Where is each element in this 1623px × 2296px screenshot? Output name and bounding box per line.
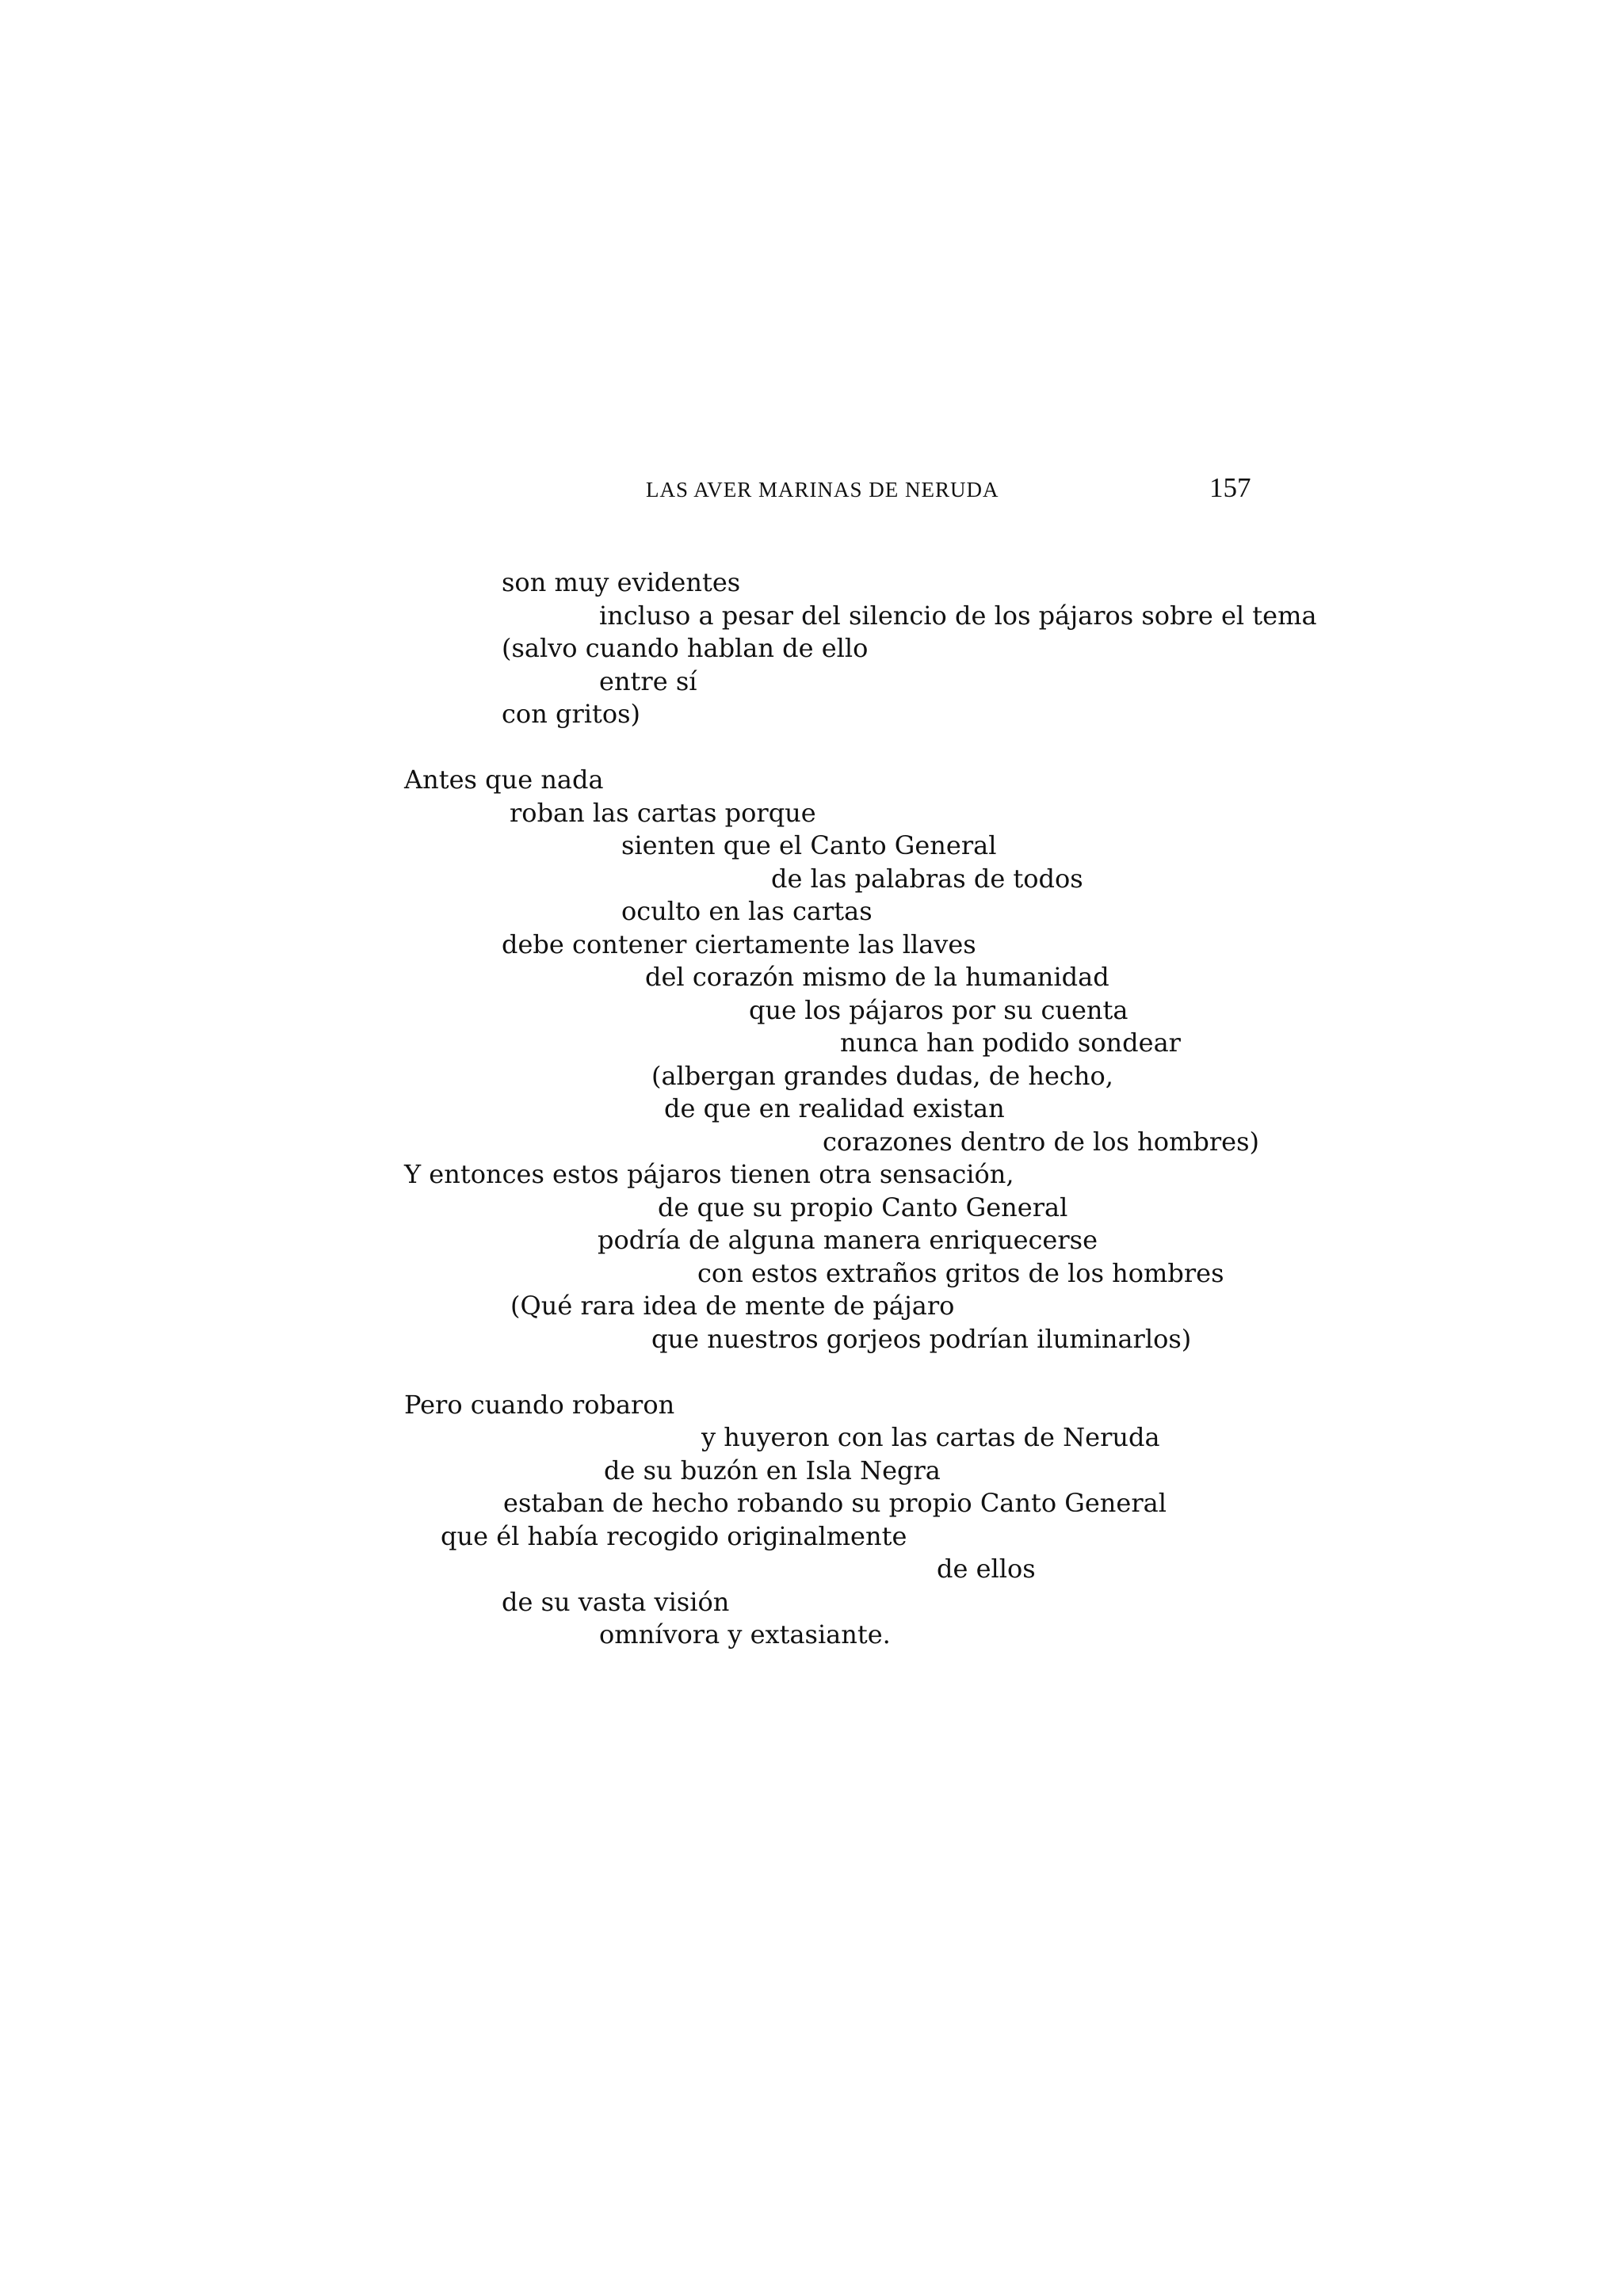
poem-line: y huyeron con las cartas de Neruda [701, 1422, 1160, 1452]
poem-line: de las palabras de todos [771, 864, 1083, 894]
poem-line: de ellos [937, 1554, 1036, 1584]
poem-line: con gritos) [502, 699, 641, 729]
poem-line: que los pájaros por su cuenta [749, 995, 1128, 1025]
poem-line: Y entonces estos pájaros tienen otra sensación, [404, 1159, 1014, 1189]
poem-line: que él había recogido originalmente [441, 1521, 907, 1551]
poem-line: entre sí [599, 666, 697, 696]
running-title: LAS AVER MARINAS DE NERUDA [646, 478, 999, 502]
poem-line: debe contener ciertamente las llaves [502, 929, 976, 959]
poem-line: (Qué rara idea de mente de pájaro [510, 1291, 955, 1321]
poem-line: Antes que nada [404, 765, 604, 795]
poem-line: (albergan grandes dudas, de hecho, [651, 1061, 1113, 1091]
page-number: 157 [1209, 472, 1251, 503]
poem-line: roban las cartas porque [510, 798, 816, 828]
poem-line: Pero cuando robaron [404, 1390, 675, 1420]
poem-line: corazones dentro de los hombres) [823, 1127, 1259, 1157]
poem-line: omnívora y extasiante. [599, 1619, 891, 1650]
poem-line: sienten que el Canto General [621, 830, 997, 860]
poem-line: de que en realidad existan [664, 1093, 1005, 1123]
poem-line: de su buzón en Isla Negra [604, 1455, 941, 1486]
poem-line: nunca han podido sondear [840, 1028, 1181, 1058]
poem-line: (salvo cuando hablan de ello [502, 633, 869, 663]
poem-line: estaban de hecho robando su propio Canto General [503, 1488, 1167, 1518]
poem-line: del corazón mismo de la humanidad [645, 962, 1109, 992]
poem-line: oculto en las cartas [621, 896, 873, 926]
poem-line: podría de alguna manera enriquecerse [598, 1225, 1098, 1255]
poem-line: de su vasta visión [502, 1587, 730, 1617]
poem-line: incluso a pesar del silencio de los pájaros sobre el tema [599, 601, 1317, 631]
poem-line: con estos extraños gritos de los hombres [697, 1258, 1224, 1288]
poem-line: que nuestros gorjeos podrían iluminarlos) [651, 1324, 1192, 1354]
poem-line: de que su propio Canto General [658, 1192, 1068, 1222]
poem-line: son muy evidentes [502, 567, 741, 597]
